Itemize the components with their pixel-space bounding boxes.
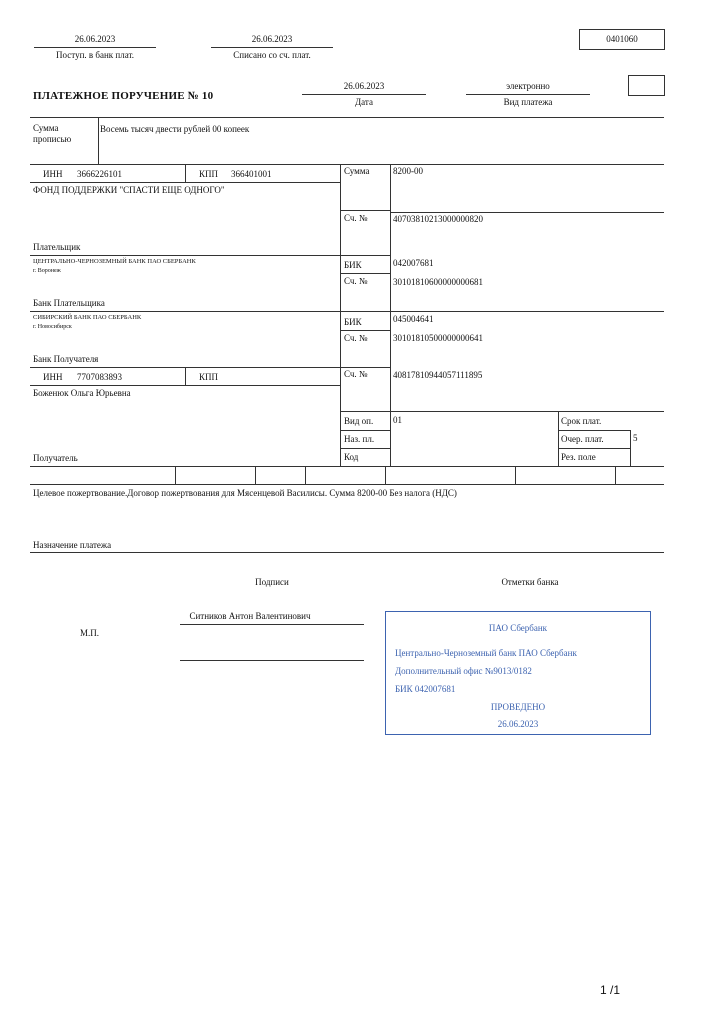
grid-line (305, 466, 306, 484)
payee-account-label: Сч. № (344, 369, 368, 379)
debited-label: Списано со сч. плат. (233, 50, 311, 60)
payer-label: Плательщик (33, 242, 81, 252)
grid-line (340, 330, 390, 331)
sum-value: 8200-00 (393, 166, 423, 176)
payer-bank-name: ЦЕНТРАЛЬНО-ЧЕРНОЗЕМНЫЙ БАНК ПАО СБЕРБАНК (33, 258, 196, 265)
grid-line (255, 466, 256, 484)
amount-words-value: Восемь тысяч двести рублей 00 копеек (100, 124, 250, 134)
signer-name: Ситников Антон Валентинович (189, 611, 311, 621)
purpose-label: Назначение платежа (33, 540, 112, 550)
kod-label: Код (344, 452, 359, 462)
sum-label: Сумма (344, 166, 370, 176)
payer-account: 40703810213000000820 (393, 214, 483, 224)
payment-type-label: Вид платежа (503, 97, 553, 107)
page-indicator: 1 /1 (600, 983, 621, 997)
rez-label: Рез. поле (561, 452, 596, 462)
payer-kpp: 366401001 (231, 169, 272, 179)
grid-line (30, 311, 664, 312)
bank-received-date: 26.06.2023 (74, 34, 116, 44)
stamp-bik: БИК 042007681 (395, 684, 456, 694)
grid-line (30, 385, 340, 386)
grid-line (340, 448, 390, 449)
stamp-office: Дополнительный офис №9013/0182 (395, 666, 532, 676)
grid-line (30, 484, 664, 485)
vid-op: 01 (393, 415, 402, 425)
payer-bank-account: 30101810600000000681 (393, 277, 483, 287)
grid-line (185, 367, 186, 385)
vid-op-label: Вид оп. (344, 416, 374, 426)
payee-kpp-label: КПП (199, 372, 219, 382)
payee-bank-account: 30101810500000000641 (393, 333, 483, 343)
payer-account-label: Сч. № (344, 213, 368, 223)
grid-line (185, 164, 186, 182)
form-code: 0401060 (606, 34, 638, 44)
debited-underline (211, 47, 333, 48)
stamp-status: ПРОВЕДЕНО (490, 702, 546, 712)
payer-name: ФОНД ПОДДЕРЖКИ "СПАСТИ ЕЩЕ ОДНОГО" (33, 185, 225, 195)
payment-type-underline (466, 94, 590, 95)
grid-line (390, 212, 664, 213)
grid-line (515, 466, 516, 484)
grid-line (30, 117, 664, 118)
grid-line (385, 466, 386, 484)
payment-type: электронно (506, 81, 550, 91)
stamp-bank: ПАО Сбербанк (488, 623, 548, 633)
ocher-label: Очер. плат. (561, 434, 604, 444)
payer-inn: 3666226101 (77, 169, 122, 179)
payer-bik: 042007681 (393, 258, 434, 268)
payee-name: Боженюк Ольга Юрьевна (33, 388, 131, 398)
order-title: ПЛАТЕЖНОЕ ПОРУЧЕНИЕ № 10 (33, 90, 214, 102)
ocher-value: 5 (633, 433, 638, 443)
payee-bik-label: БИК (344, 317, 362, 327)
bank-received-label: Поступ. в банк плат. (56, 50, 134, 60)
purpose-text: Целевое пожертвование.Договор пожертвования для Мясенцевой Василисы. Сумма 8200-00 Без налога (НДС) (33, 488, 457, 498)
payee-label: Получатель (33, 453, 78, 463)
order-date-label: Дата (355, 97, 373, 107)
grid-line (558, 411, 559, 466)
payer-bank-city: г. Воронеж (33, 268, 61, 274)
payer-inn-label: ИНН (43, 169, 63, 179)
payer-bank-account-label: Сч. № (344, 276, 368, 286)
payee-bik: 045004641 (393, 314, 434, 324)
grid-line (30, 552, 664, 553)
order-date: 26.06.2023 (343, 81, 385, 91)
field-101-box (628, 75, 665, 96)
payee-bank-name: СИБИРСКИЙ БАНК ПАО СБЕРБАНК (33, 314, 142, 321)
payee-inn: 7707083893 (77, 372, 122, 382)
amount-words-label: Сумма (33, 123, 59, 133)
seal-label: М.П. (80, 628, 100, 638)
grid-line (340, 273, 390, 274)
payee-bank-city: г. Новосибирск (33, 324, 72, 330)
debited-date: 26.06.2023 (251, 34, 293, 44)
signature-line-1 (180, 624, 364, 625)
payee-inn-label: ИНН (43, 372, 63, 382)
grid-line (615, 466, 616, 484)
grid-line (98, 117, 99, 164)
signature-line-2 (180, 660, 364, 661)
naz-pl-label: Наз. пл. (344, 434, 375, 444)
grid-line (30, 164, 664, 165)
grid-line (390, 164, 391, 466)
payer-kpp-label: КПП (199, 169, 219, 179)
payer-bank-label: Банк Плательщика (33, 298, 105, 308)
bank-stamp (385, 611, 651, 735)
payee-bank-account-label: Сч. № (344, 333, 368, 343)
payee-account: 40817810944057111895 (393, 370, 483, 380)
grid-line (558, 448, 630, 449)
payee-bank-label: Банк Получателя (33, 354, 99, 364)
grid-line (558, 430, 630, 431)
bank-received-underline (34, 47, 156, 48)
grid-line (30, 466, 664, 467)
grid-line (340, 210, 390, 211)
stamp-branch: Центрально-Черноземный банк ПАО Сбербанк (395, 648, 577, 658)
grid-line (340, 411, 664, 412)
amount-words-label-2: прописью (33, 134, 72, 144)
grid-line (175, 466, 176, 484)
bank-marks-label: Отметки банка (501, 577, 559, 587)
order-date-underline (302, 94, 426, 95)
srok-label: Срок плат. (561, 416, 602, 426)
grid-line (30, 255, 390, 256)
grid-line (630, 430, 631, 466)
grid-line (30, 182, 340, 183)
grid-line (30, 367, 390, 368)
stamp-date: 26.06.2023 (497, 719, 539, 729)
grid-line (340, 430, 390, 431)
payer-bik-label: БИК (344, 260, 362, 270)
signatures-label: Подписи (255, 577, 289, 587)
